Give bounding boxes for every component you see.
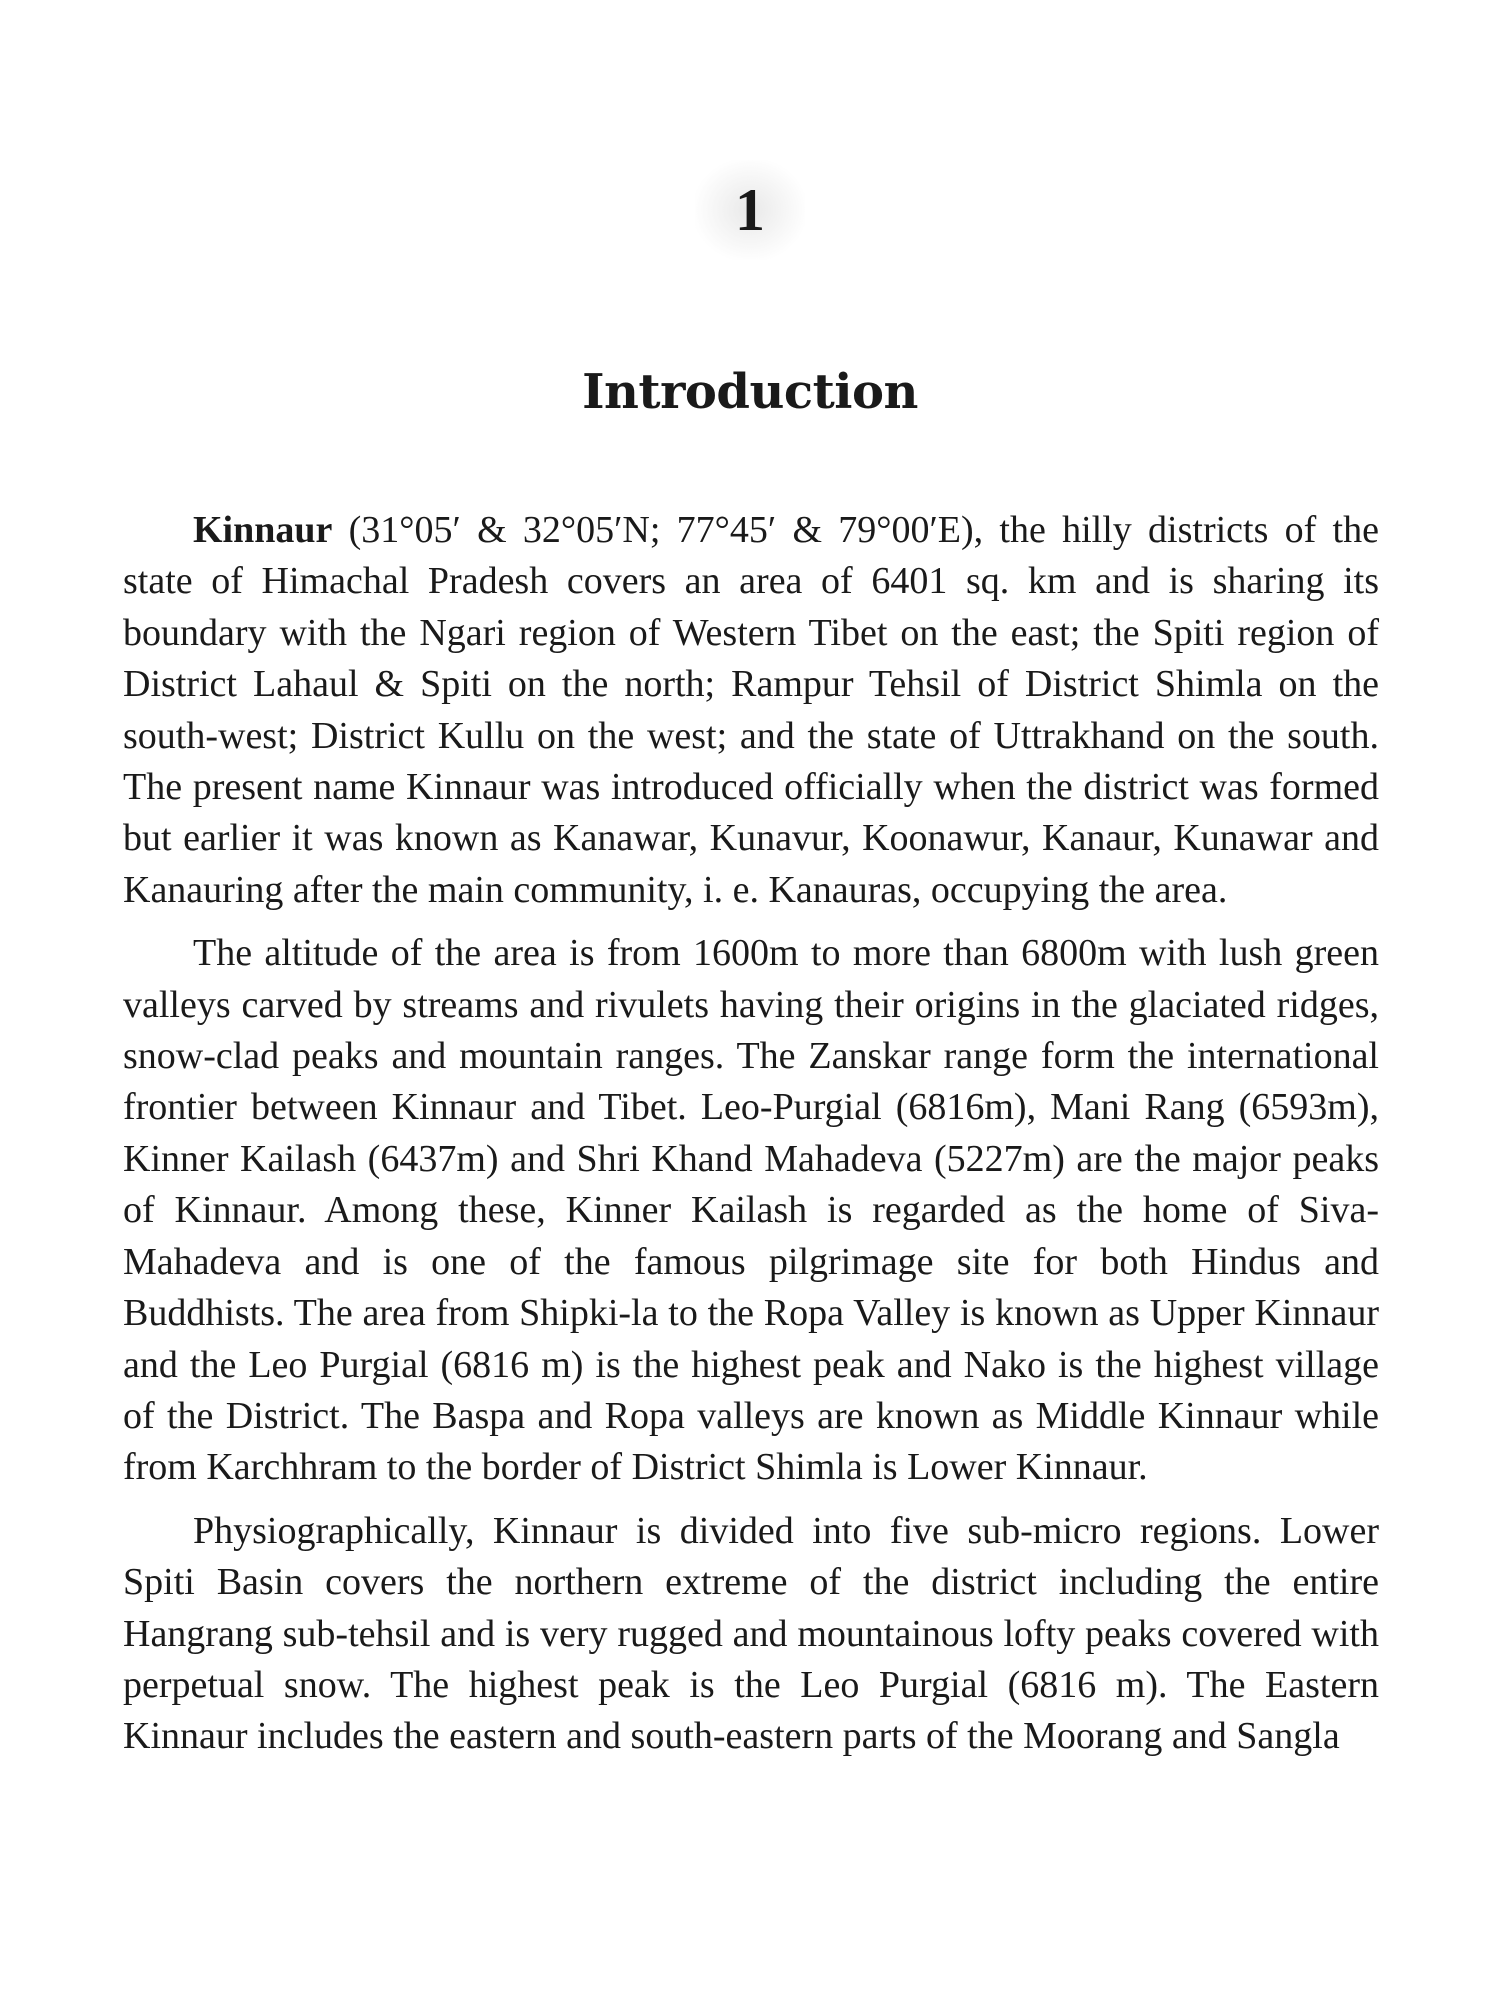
chapter-number-block [0,160,1500,260]
chapter-body [123,505,1379,1775]
paragraph-3: Physiographically, Kinnaur is divided into five sub-micro regions. Lower Spiti Basin covers the northern extreme of the district including the entire Hangrang sub-tehsil and is very rugged and mountainous lofty peaks covered with perpetual snow. The highest peak is the Leo Purgial (6816 m). The Eastern Kinnaur includes the eastern and south-eastern parts of the Moorang and Sangla [123,1509,1379,1758]
chapter-number: 1 [695,160,805,260]
paragraph-1 [123,505,1379,916]
paragraph-2: The altitude of the area is from 1600m to more than 6800m with lush green valleys carved by streams and rivulets having their origins in the glaciated ridges, snow-clad peaks and mountain ranges. The Zanskar range form the international frontier between Kinnaur and Tibet. Leo-Purgial (6816m), Mani Rang (6593m), Kinner Kailash (6437m) and Shri Khand Mahadeva (5227m) are the major peaks of Kinnaur. Among these, Kinner Kailash is regarded as the home of Siva-Mahadeva and is one of the famous pilgrimage site for both Hindus and Buddhists. The area from Shipki-la to the Ropa Valley is known as Upper Kinnaur and the Leo Purgial (6816 m) is the highest peak and Nako is the highest village of the District. The Baspa and Ropa valleys are known as Middle Kinnaur while from Karchhram to the border of District Shimla is Lower Kinnaur. [123,932,1379,1489]
paragraph-1-text: (31°05′ & 32°05′N; 77°45′ & 79°00′E), the hilly districts of the state of Himachal Pradesh covers an area of 6401 sq. km and is sharing its boundary with the Ngari region of Western Tibet on the east; the Spiti region of District Lahaul & Spiti on the north; Rampur Tehsil of District Shimla on the south-west; District Kullu on the west; and the state of Uttrakhand on the south. The present name Kinnaur was introduced officially when the district was formed but earlier it was known as Kanawar, Kunavur, Koonawur, Kanaur, Kunawar and Kanauring after the main community, i. e. Kanauras, occupying the area. [123,509,1379,911]
lead-term: Kinnaur [193,509,333,551]
chapter-title: Introduction [582,364,918,420]
